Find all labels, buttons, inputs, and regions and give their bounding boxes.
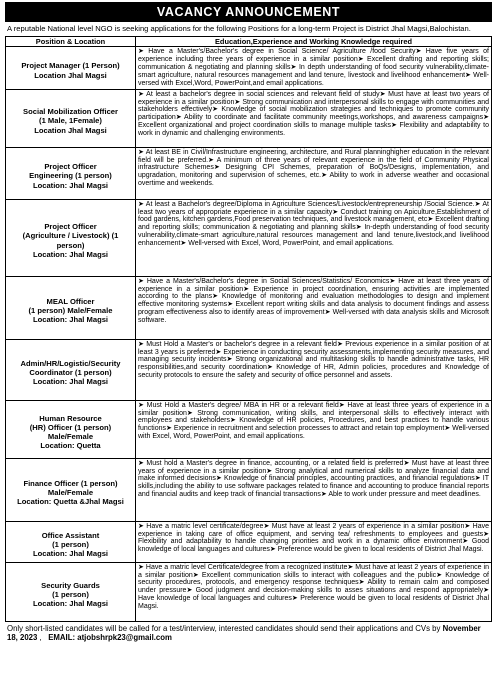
email-link[interactable]: atjobshrpk23@gmail.com: [77, 632, 172, 642]
footer-text: Only short-listed candidates will be called for a test/interview, interested candidates should send their applications and CVs by: [7, 623, 441, 633]
position-cell: [6, 521, 136, 562]
position-title: Project Officer: [44, 162, 97, 172]
footer-separator: ,: [39, 632, 47, 642]
table-row: [6, 89, 492, 147]
table-row: [6, 562, 492, 621]
requirements-cell: ➤ At least BE in Civil/Infrastructure engineering, architecture, and Rural planninghigher education in the relevant field will be preferred.➤ A minimum of three years of relevant experience in the field of Community Physical infrastructure Schemes➤ Designing CPI Schemes, preparation of BoQs/Designs, implementation, and upgradation, monitoring and supervision of schemes, etc.➤ Ability to work in adverse weather and occasional overtime and weekends.: [136, 147, 492, 199]
column-header-position: Position & Location: [6, 36, 136, 46]
position-title: Social Mobilization Officer: [23, 107, 118, 117]
position-location: Location: Quetta &Jhal Magsi: [17, 497, 124, 507]
table-row: [6, 339, 492, 400]
email-label: EMAIL:: [48, 632, 76, 642]
position-location: Location: Jhal Magsi: [32, 549, 109, 559]
table-row: [6, 147, 492, 199]
footer: [5, 622, 492, 642]
table-row: [6, 199, 492, 276]
position-title: Finance Officer (1 person): [23, 478, 118, 488]
position-count: (1 person): [52, 539, 89, 549]
position-count: (1 person) Male/Female: [28, 305, 113, 315]
position-location: Location Jhal Magsi: [34, 70, 107, 80]
column-header-details: Education,Experience and Working Knowledge required: [136, 36, 492, 46]
position-title: Project Manager (1 Person): [21, 61, 120, 71]
position-count: (Agriculture / Livestock) (1 person): [22, 231, 119, 250]
position-cell: [6, 276, 136, 339]
requirements-cell: ➤ Must Hold a Master's degree/ MBA in HR or a relevant field➤ Have at least three years of experience in a similar position➤ Strong communication, writing skills, and interpersonal skills to effectively interact with employees and stakeholders➤ Knowledge of HR policies, Procedures, and best practices to handle various functions➤ Experience in recruitment and selection processes to attract and retain top employment➤ Well-versed with Excel, Word, PowerPoint, and email applications.: [136, 400, 492, 458]
position-cell: [6, 199, 136, 276]
intro-text: A reputable National level NGO is seeking applications for the following Positions for a long-term Project is District Jhal Magsi,Balochistan.: [7, 24, 471, 33]
requirements-cell: ➤ Have a matric level Certificate/degree from a recognized institute➤ Must have at least 2 years of experience in a similar position➤ Excellent communication skills to interact with colleagues and the public➤ Knowledge of security procedures, protocols, and emergency response techniques➤ Ability to remain calm and composed under pressure➤ Good judgment and decision-making skills to asses situations and respond appropriately➤ Have knowledge of local languages and cultures➤ Preference would be given to local residents of District Jhal Magsi.: [136, 562, 492, 621]
position-location: Location: Jhal Magsi: [32, 249, 109, 259]
position-title: Security Guards: [41, 580, 100, 590]
position-count: (1 person): [52, 589, 89, 599]
position-location: Location: Jhal Magsi: [32, 377, 109, 387]
position-cell: [6, 562, 136, 621]
position-location: Location Jhal Magsi: [34, 125, 107, 135]
requirements-cell: ➤ At least a bachelor's degree in social sciences and relevant field of study➤ Must have at least two years of experience in a similar position➤ Strong communication and interpersonal skills to engage with communities and stakeholders effectively➤ Knowledge of social mobilization strategies and techniques to promote community participation➤ Ability to coordinate and facilitate community meetings,workshops, and awareness campaigns➤ Excellent organizational and project coordination skills to manage multiple tasks➤ Flexibility and adaptability to work in dynamic and challenging environments.: [136, 89, 492, 147]
position-count: Engineering (1 person): [29, 171, 112, 181]
table-row: [6, 400, 492, 458]
position-title: MEAL Officer: [46, 296, 95, 306]
position-cell: [6, 339, 136, 400]
position-cell: [6, 458, 136, 521]
requirements-cell: ➤ Have a Master's/Bachelor's degree in Social Science/ Agriculture /food Security➤ Have five years of experience including three years of experience in a similar position➤ Excellent drafting and reporting skills; communication & negotiating and planning skills➤ In depth understanding of food security vulnerability,climate-smart agriculture, natural resources management and land tenure, livestock and livelihood enhancement➤ Well-versed with Excel,Word, PowerPoint,and email applications.: [136, 46, 492, 89]
position-count: Male/Female: [47, 487, 94, 497]
page-title: VACANCY ANNOUNCEMENT: [5, 2, 492, 22]
position-cell: [6, 46, 136, 89]
table-header-row: [6, 36, 492, 46]
position-location: Location: Jhal Magsi: [32, 180, 109, 190]
position-count: (HR) Officer (1 person) Male/Female: [29, 422, 112, 442]
position-location: Location: Quetta: [40, 441, 101, 451]
position-location: Location: Jhal Magsi: [32, 599, 109, 609]
position-cell: [6, 147, 136, 199]
table-row: [6, 458, 492, 521]
requirements-cell: ➤ Must Hold a Master's or bachelor's degree in a relevant field➤ Previous experience in a similar position of at least 3 years is preferred➤ Experience in conducting security assessments,implementing security measures, and managing security incidents➤ Strong organizational and multitasking skills to handle administrative tasks, HR responsibilities,and security coordination➤ Knowledge of HR, Admin policies, procedures and Knowledge of security protocols to ensure the safety and security of office personnel and assets.: [136, 339, 492, 400]
deadline-date: November 18, 2023: [7, 623, 481, 642]
position-title: Office Assistant: [41, 530, 100, 540]
vacancy-announcement: [5, 2, 492, 672]
table-row: [6, 46, 492, 89]
position-cell: [6, 89, 136, 147]
table-row: [6, 276, 492, 339]
position-location: Location: Jhal Magsi: [32, 315, 109, 325]
position-title: Human Resource: [39, 413, 102, 423]
position-cell: [6, 400, 136, 458]
requirements-cell: ➤ Have a matric level certificate/degree➤ Must have at least 2 years of experience in a similar position➤ Have experience in taking care of office equipment, and serving tea/ refreshments to employees and guests➤ Flexibility and adaptability to handle changing priorities and work in a dynamic office environment➤ Good knowledge of local languages and cultures➤ Preference would be given to local residents of District Jhal Magsi.: [136, 521, 492, 562]
table-row: [6, 521, 492, 562]
position-title: Admin/HR/Logistic/Security: [20, 358, 121, 368]
position-count: Coordinator (1 person): [29, 367, 112, 377]
requirements-cell: ➤ At least a Bachelor's degree/Diploma in Agriculture Sciences/Livestock/entrepreneurship /Social Science.➤ At least two years of appropriate experience in a similar capacity➤ Conduct training on Apiculture,Establishment of food gardens, kitchen gardens,Food preservation techniques, and livestock management, etc➤ Excellent drafting and reporting skills; communication & negotiating and planning skills➤ In-depth understanding of food security vulnerability,climate-smart agriculture,natural resources management and land tenure,livestock,and livelihood enhancement➤ Well-versed with Excel, Word, PowerPoint, and email applications.: [136, 199, 492, 276]
position-title: Project Officer: [44, 222, 97, 232]
requirements-cell: ➤ Must hold a Master's degree in finance, accounting, or a related field is preferred➤ Must have at least three years of experience in a similar position➤ Strong analytical and numerical skills to analyze financial data and make informed decisions➤ Knowledge of financial principles, accounting practices, and financial regulations➤ IT skills,including the ability to use software packages related to finance and accounting to produce financial reports and financial audits and keep track of financial transactions➤ Able to work under pressure and meet deadlines.: [136, 458, 492, 521]
requirements-cell: ➤ Have a Master's/Bachelor's degree in Social Sciences/Statistics/ Economics➤ Have at least three years of experience in a similar position➤ Experience in project coordination, ensuring activities are implemented according to the plans➤ Knowledge of monitoring and evaluation methodologies to design and implement effective monitoring systems➤ Excellent report writing skills and data analysis to document findings and assess program effectiveness also to identify areas of improvement➤ Well-versed with data analysis skills and Microsoft software.: [136, 276, 492, 339]
positions-table: [5, 36, 492, 622]
position-count: (1 Male, 1Female): [39, 116, 102, 126]
